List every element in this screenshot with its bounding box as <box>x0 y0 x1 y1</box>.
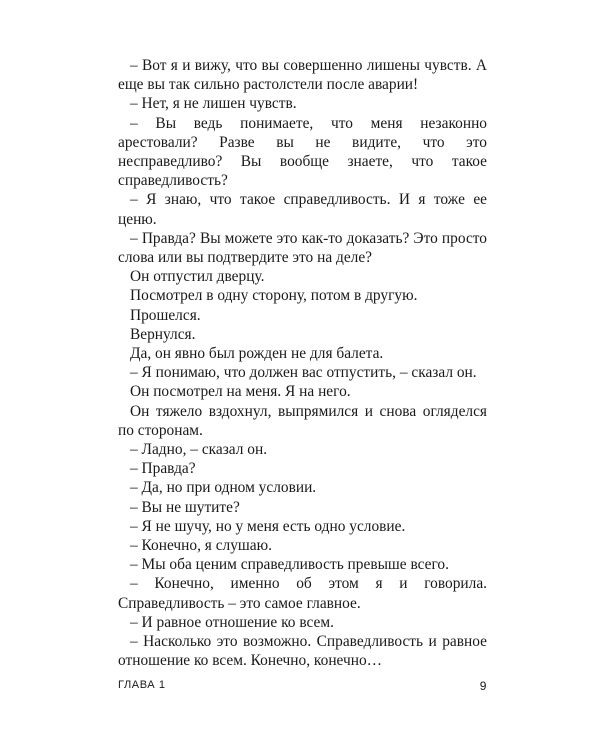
paragraph: – Я знаю, что такое справедливость. И я тоже ее ценю. <box>118 191 487 228</box>
paragraph: – Я не шучу, но у меня есть одно условие. <box>130 517 406 535</box>
paragraph: – Я понимаю, что должен вас отпустить, – сказал он. <box>130 364 477 382</box>
page-number: 9 <box>479 679 487 693</box>
paragraph: Вернулся. <box>130 325 196 343</box>
paragraph: – Вы ведь понимаете, что меня незаконно арестовали? Разве вы не видите, что это несправедливо? Вы вообще знаете, что такое справедливость? <box>118 114 487 190</box>
paragraph: – Правда? Вы можете это как-то доказать? Это просто слова или вы подтвердите это на деле? <box>118 229 487 267</box>
paragraph: – Правда? <box>130 460 196 478</box>
paragraph: – Ладно, – сказал он. <box>130 441 268 459</box>
paragraph: Он отпустил дверцу. <box>130 268 265 286</box>
paragraph: – Насколько это возможно. Справедливость и равное отношение ко всем. Конечно, конечно… <box>118 633 487 670</box>
paragraph: – И равное отношение ко всем. <box>130 613 334 631</box>
page-footer <box>118 679 487 695</box>
paragraph: – Нет, я не лишен чувств. <box>130 95 297 113</box>
body-text <box>118 56 487 671</box>
paragraph: – Вот я и вижу, что вы совершенно лишены чувств. А еще вы так сильно растолстели после аварии! <box>118 57 487 94</box>
paragraph: Он тяжело вздохнул, выпрямился и снова огляделся по сторонам. <box>118 402 487 439</box>
paragraph: – Конечно, именно об этом я и говорила. Справедливость – это самое главное. <box>118 575 487 612</box>
paragraph: Да, он явно был рожден не для балета. <box>130 345 384 363</box>
paragraph: – Мы оба ценим справедливость превыше всего. <box>130 556 449 574</box>
paragraph: Прошелся. <box>130 306 201 324</box>
paragraph: Посмотрел в одну сторону, потом в другую. <box>130 287 418 305</box>
paragraph: Он посмотрел на меня. Я на него. <box>130 383 351 401</box>
running-footer-chapter: ГЛАВА 1 <box>118 679 166 691</box>
paragraph: – Да, но при одном условии. <box>130 479 317 497</box>
paragraph: – Конечно, я слушаю. <box>130 537 272 555</box>
paragraph: – Вы не шутите? <box>130 498 240 516</box>
